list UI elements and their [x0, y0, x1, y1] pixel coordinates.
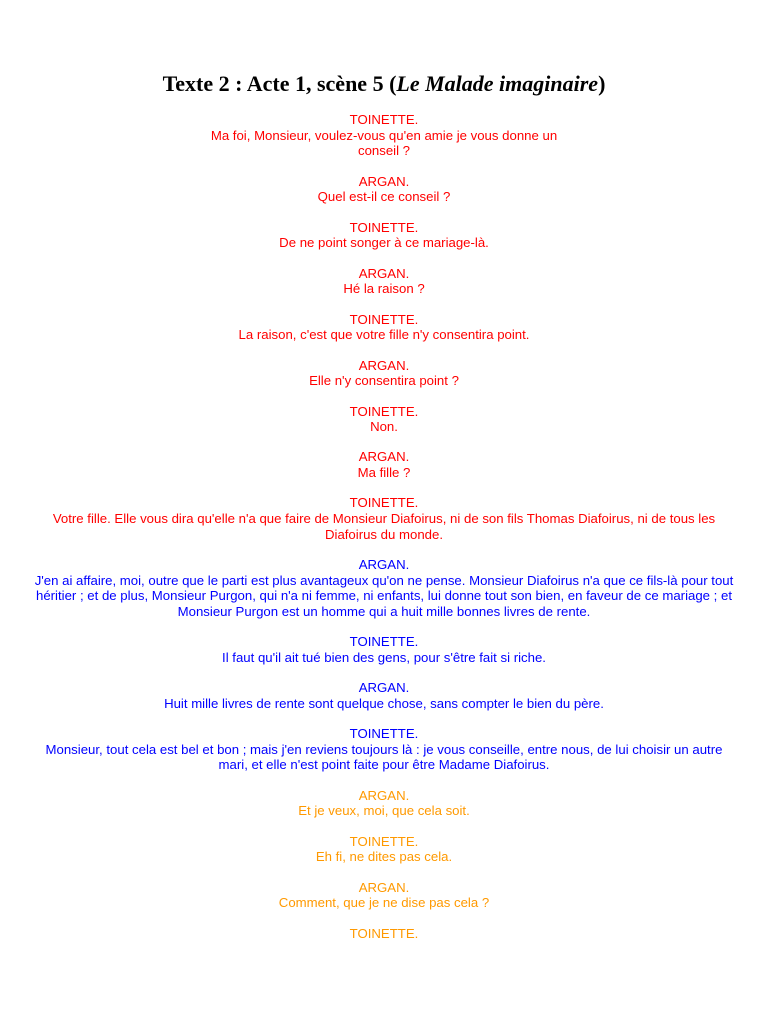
speech-line: Ma fille ? [357, 465, 411, 481]
speaker: TOINETTE. [349, 833, 419, 849]
speech-2 [34, 174, 734, 205]
speech-1 [34, 112, 734, 159]
speech-3 [34, 220, 734, 251]
title-suffix: ) [598, 71, 606, 96]
title-work: Le Malade imaginaire [396, 71, 599, 96]
speaker: TOINETTE. [349, 726, 419, 742]
speech-line: De ne point songer à ce mariage-là. [279, 235, 489, 251]
speaker: ARGAN. [358, 449, 410, 465]
speech-4 [34, 266, 734, 297]
speech-line: Ma foi, Monsieur, voulez-vous qu'en amie je vous donne un conseil ? [210, 127, 558, 159]
speech-line: J'en ai affaire, moi, outre que le parti est plus avantageux qu'on ne pense. Monsieur Diafoirus n'a que ce fils-là pour tout héritier ; et de plus, Monsieur Purgon, qui n'a ni femme, ni enfants, lui donne tout son bien, en faveur de ce mariage ; et Monsieur Purgon est un homme qui a huit mille bonnes livres de rente. [34, 572, 734, 619]
speech-17 [34, 926, 734, 942]
speech-6 [34, 358, 734, 389]
speaker: TOINETTE. [349, 112, 419, 127]
speech-15 [34, 834, 734, 865]
speech-line: Eh fi, ne dites pas cela. [315, 849, 453, 865]
speech-16 [34, 880, 734, 911]
speaker: TOINETTE. [349, 495, 419, 511]
speech-12 [34, 680, 734, 711]
speech-line: Quel est-il ce conseil ? [317, 189, 451, 205]
speaker: TOINETTE. [349, 311, 419, 327]
speech-7 [34, 404, 734, 435]
title-prefix: Texte 2 : Acte 1, scène 5 ( [162, 71, 397, 96]
speech-13 [34, 726, 734, 773]
speaker: TOINETTE. [349, 403, 419, 419]
speech-line: Non. [370, 419, 398, 435]
speech-line: La raison, c'est que votre fille n'y consentira point. [238, 327, 530, 343]
dialogue [34, 112, 734, 941]
speaker: TOINETTE. [349, 925, 419, 941]
speech-5 [34, 312, 734, 343]
speech-line: Votre fille. Elle vous dira qu'elle n'a que faire de Monsieur Diafoirus, ni de son fils Thomas Diafoirus, ni de tous les Diafoirus du monde. [52, 511, 716, 542]
speech-14 [34, 788, 734, 819]
speech-line: Elle n'y consentira point ? [309, 373, 459, 389]
page-title [0, 70, 768, 98]
speech-line: Et je veux, moi, que cela soit. [298, 803, 470, 819]
speech-9 [34, 495, 734, 542]
speech-line: Hé la raison ? [343, 281, 425, 297]
speech-line: Huit mille livres de rente sont quelque chose, sans compter le bien du père. [164, 695, 604, 711]
speaker: ARGAN. [358, 879, 410, 895]
speech-8 [34, 449, 734, 480]
speaker: TOINETTE. [349, 634, 419, 650]
speaker: ARGAN. [358, 357, 410, 373]
speech-line: Comment, que je ne dise pas cela ? [278, 895, 490, 911]
speech-10 [34, 557, 734, 619]
speaker: ARGAN. [358, 173, 410, 189]
speaker: ARGAN. [358, 265, 410, 281]
speech-line: Monsieur, tout cela est bel et bon ; mais j'en reviens toujours là : je vous conseille, entre nous, de lui choisir un autre mari, et elle n'est point faite pour être Madame Diafoirus. [45, 741, 723, 773]
speaker: ARGAN. [358, 557, 410, 573]
speaker: ARGAN. [358, 787, 410, 803]
speaker: TOINETTE. [349, 219, 419, 235]
speaker: ARGAN. [358, 680, 410, 696]
speech-line: Il faut qu'il ait tué bien des gens, pour s'être fait si riche. [222, 649, 546, 665]
speech-11 [34, 634, 734, 665]
